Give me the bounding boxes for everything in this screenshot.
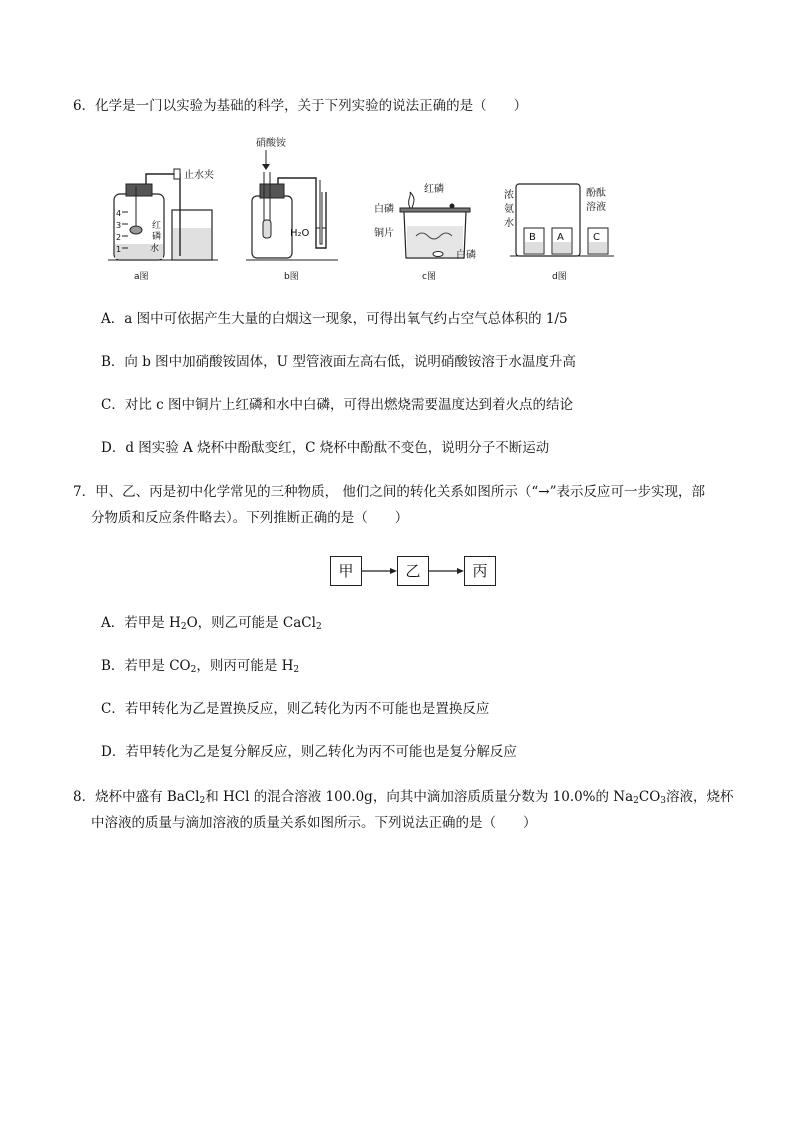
fig-d-beaker-c: C bbox=[593, 232, 600, 243]
fig-d-ph-2: 溶液 bbox=[586, 202, 606, 213]
fig-d-nh3-1: 浓 bbox=[504, 190, 514, 201]
fig-b-water-label: H₂O bbox=[290, 228, 310, 239]
flow-arrows bbox=[330, 556, 500, 588]
fig-a-clip-label: 止水夹 bbox=[184, 170, 214, 181]
q6-option-d: D．d 图实验 A 烧杯中酚酞变红，C 烧杯中酚酞不变色，说明分子不断运动 bbox=[101, 440, 550, 456]
flow-box-bing: 丙 bbox=[464, 556, 496, 586]
q7-option-b: B．若甲是 $CO_2$，则丙可能是 $H_2$ bbox=[101, 658, 300, 675]
fig-d-ph-1: 酚酞 bbox=[586, 188, 606, 199]
figure-c bbox=[372, 136, 492, 290]
fig-c-caption: c图 bbox=[422, 272, 436, 282]
fig-d-beaker-b: B bbox=[529, 232, 536, 243]
q7-option-c: C．若甲转化为乙是置换反应，则乙转化为丙不可能也是置换反应 bbox=[101, 701, 490, 717]
fig-c-white2-label: 白磷 bbox=[456, 250, 476, 261]
fig-a-mark-3: 3 bbox=[116, 221, 122, 230]
q7-flow-diagram bbox=[330, 556, 500, 588]
q7-stem bbox=[73, 479, 733, 531]
fig-b-top-label: 硝酸铵 bbox=[256, 138, 286, 149]
q7-stem-line1: 7．甲、乙、丙是初中化学常见的三种物质， 他们之间的转化关系如图所示（“→”表示反应可一步实现，部 bbox=[73, 484, 705, 500]
flow-box-jia: 甲 bbox=[330, 556, 362, 586]
fig-a-red-label: 红 bbox=[152, 221, 162, 231]
flow-box-yi: 乙 bbox=[397, 556, 429, 586]
q6-option-b: B．向 b 图中加硝酸铵固体，U 型管液面左高右低，说明硝酸铵溶于水温度升高 bbox=[101, 354, 576, 370]
q8-stem-line2: 中溶液的质量与滴加溶液的质量关系如图所示。下列说法正确的是（ ） bbox=[91, 815, 537, 831]
q7-stem-line2: 分物质和反应条件略去）。下列推断正确的是（ ） bbox=[91, 510, 409, 526]
fig-a-mark-1: 1 bbox=[116, 245, 122, 254]
fig-a-p-label: 磷 bbox=[152, 232, 162, 242]
fig-a-water-label: 水 bbox=[150, 244, 160, 254]
q6-option-a: A．a 图中可依据产生大量的白烟这一现象，可得出氧气约占空气总体积的 1/5 bbox=[101, 311, 568, 327]
figure-a bbox=[106, 136, 224, 290]
figure-b bbox=[242, 136, 354, 290]
fig-c-white-label: 白磷 bbox=[374, 204, 394, 215]
fig-a-mark-2: 2 bbox=[116, 233, 122, 242]
fig-d-nh3-3: 水 bbox=[504, 218, 514, 229]
q8-stem bbox=[73, 784, 733, 836]
q7-option-d: D．若甲转化为乙是复分解反应，则乙转化为丙不可能也是复分解反应 bbox=[101, 744, 517, 760]
q8-stem-line1: 8．烧杯中盛有 BaCl$_2$和 HCl 的混合溶液 100.0g，向其中滴加溶质质量分数为 10.0%的 $Na_2CO_3$溶液，烧杯 bbox=[73, 789, 734, 806]
fig-a-caption: a图 bbox=[134, 272, 149, 282]
fig-a-mark-4: 4 bbox=[116, 209, 122, 218]
fig-c-cu-label: 铜片 bbox=[374, 228, 394, 239]
fig-b-caption: b图 bbox=[284, 272, 299, 282]
fig-c-red-label: 红磷 bbox=[424, 184, 444, 195]
q6-stem: 6．化学是一门以实验为基础的科学，关于下列实验的说法正确的是（ ） bbox=[73, 98, 528, 114]
q6-option-c: C．对比 c 图中铜片上红磷和水中白磷，可得出燃烧需要温度达到着火点的结论 bbox=[101, 397, 573, 413]
fig-d-nh3-2: 氨 bbox=[504, 204, 514, 215]
fig-d-beaker-a: A bbox=[557, 232, 564, 243]
q7-option-a: A．若甲是 $H_2O$，则乙可能是 CaCl$_2$ bbox=[101, 615, 322, 632]
fig-d-caption: d图 bbox=[552, 272, 567, 282]
figure-d bbox=[502, 136, 622, 290]
